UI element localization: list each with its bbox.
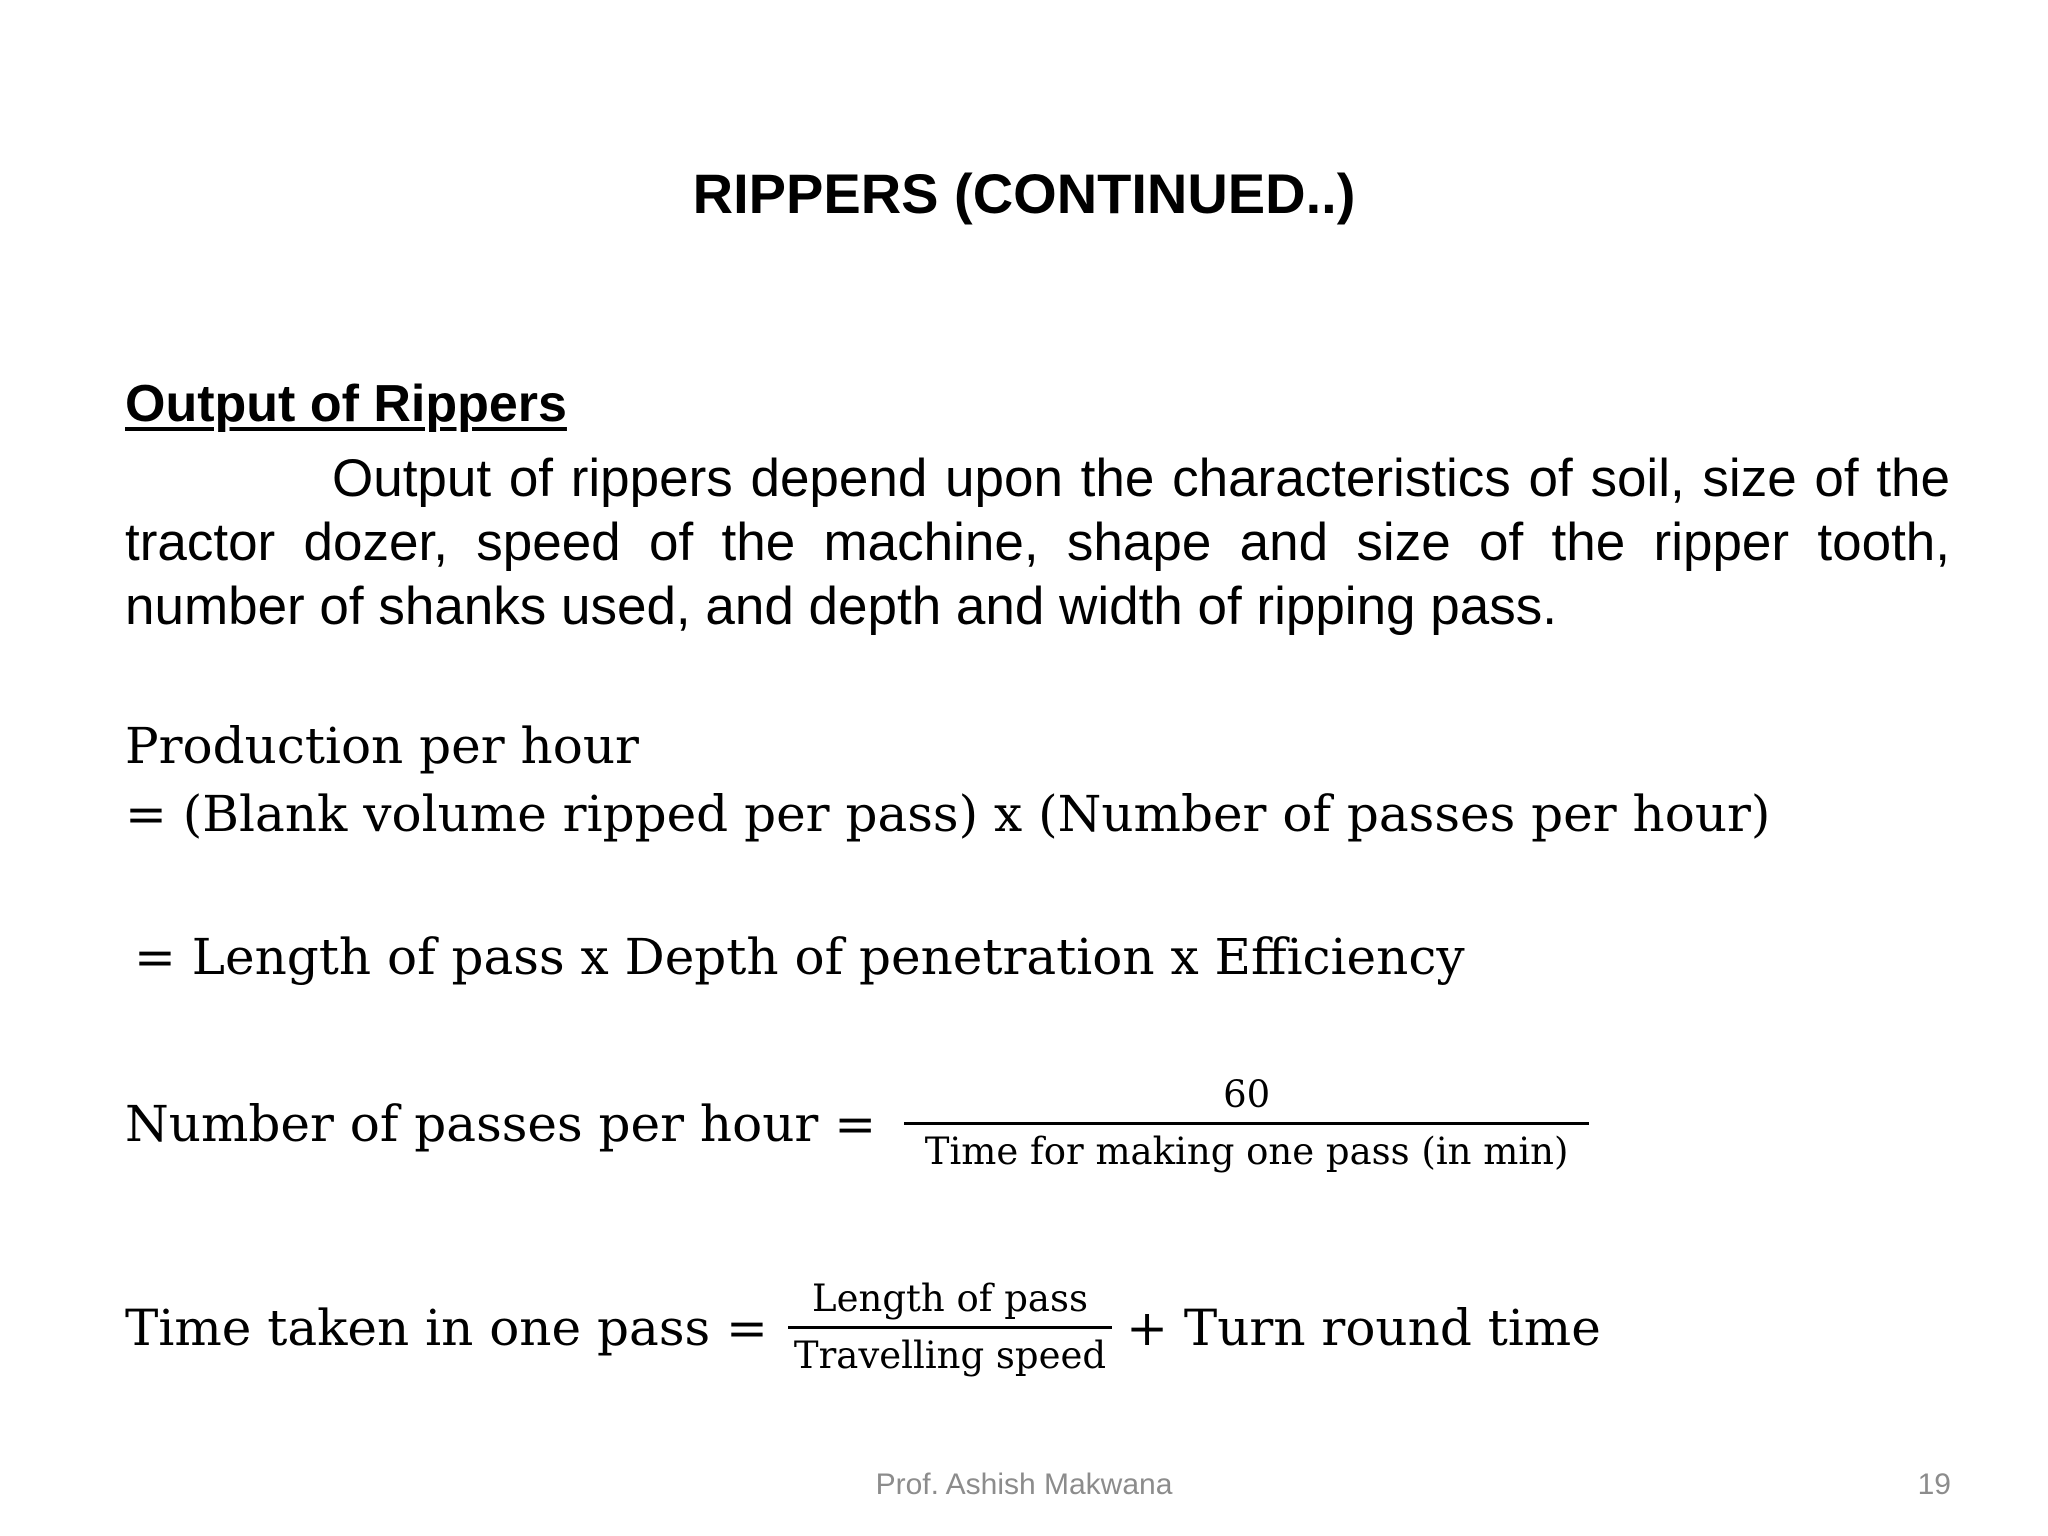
slide-title: RIPPERS (CONTINUED..) xyxy=(692,162,1356,225)
time-lhs: Time taken in one pass = xyxy=(125,1298,768,1357)
section-heading: Output of Rippers xyxy=(125,375,567,433)
volume-equation: = Length of pass x Depth of penetration x Efficiency xyxy=(134,928,1465,986)
production-label: Production per hour xyxy=(125,717,639,775)
time-per-pass-equation xyxy=(125,1276,1601,1379)
time-denominator: Travelling speed xyxy=(788,1326,1112,1379)
passes-fraction xyxy=(904,1072,1589,1175)
passes-lhs: Number of passes per hour = xyxy=(125,1094,877,1153)
body-paragraph: Output of rippers depend upon the characteristics of soil, size of the tractor dozer, speed of the machine, shape and size of the ripper tooth, number of shanks used, and depth and width of ripping pass. xyxy=(125,449,1950,636)
time-suffix: + Turn round time xyxy=(1126,1298,1601,1357)
footer-author: Prof. Ashish Makwana xyxy=(875,1468,1173,1501)
production-equation: = (Blank volume ripped per pass) x (Number of passes per hour) xyxy=(125,785,1771,843)
passes-per-hour-equation xyxy=(125,1072,1589,1175)
time-fraction xyxy=(788,1276,1112,1379)
time-numerator: Length of pass xyxy=(812,1277,1088,1320)
page-number: 19 xyxy=(1917,1468,1951,1501)
passes-numerator: 60 xyxy=(1223,1073,1271,1116)
passes-denominator: Time for making one pass (in min) xyxy=(904,1122,1589,1175)
